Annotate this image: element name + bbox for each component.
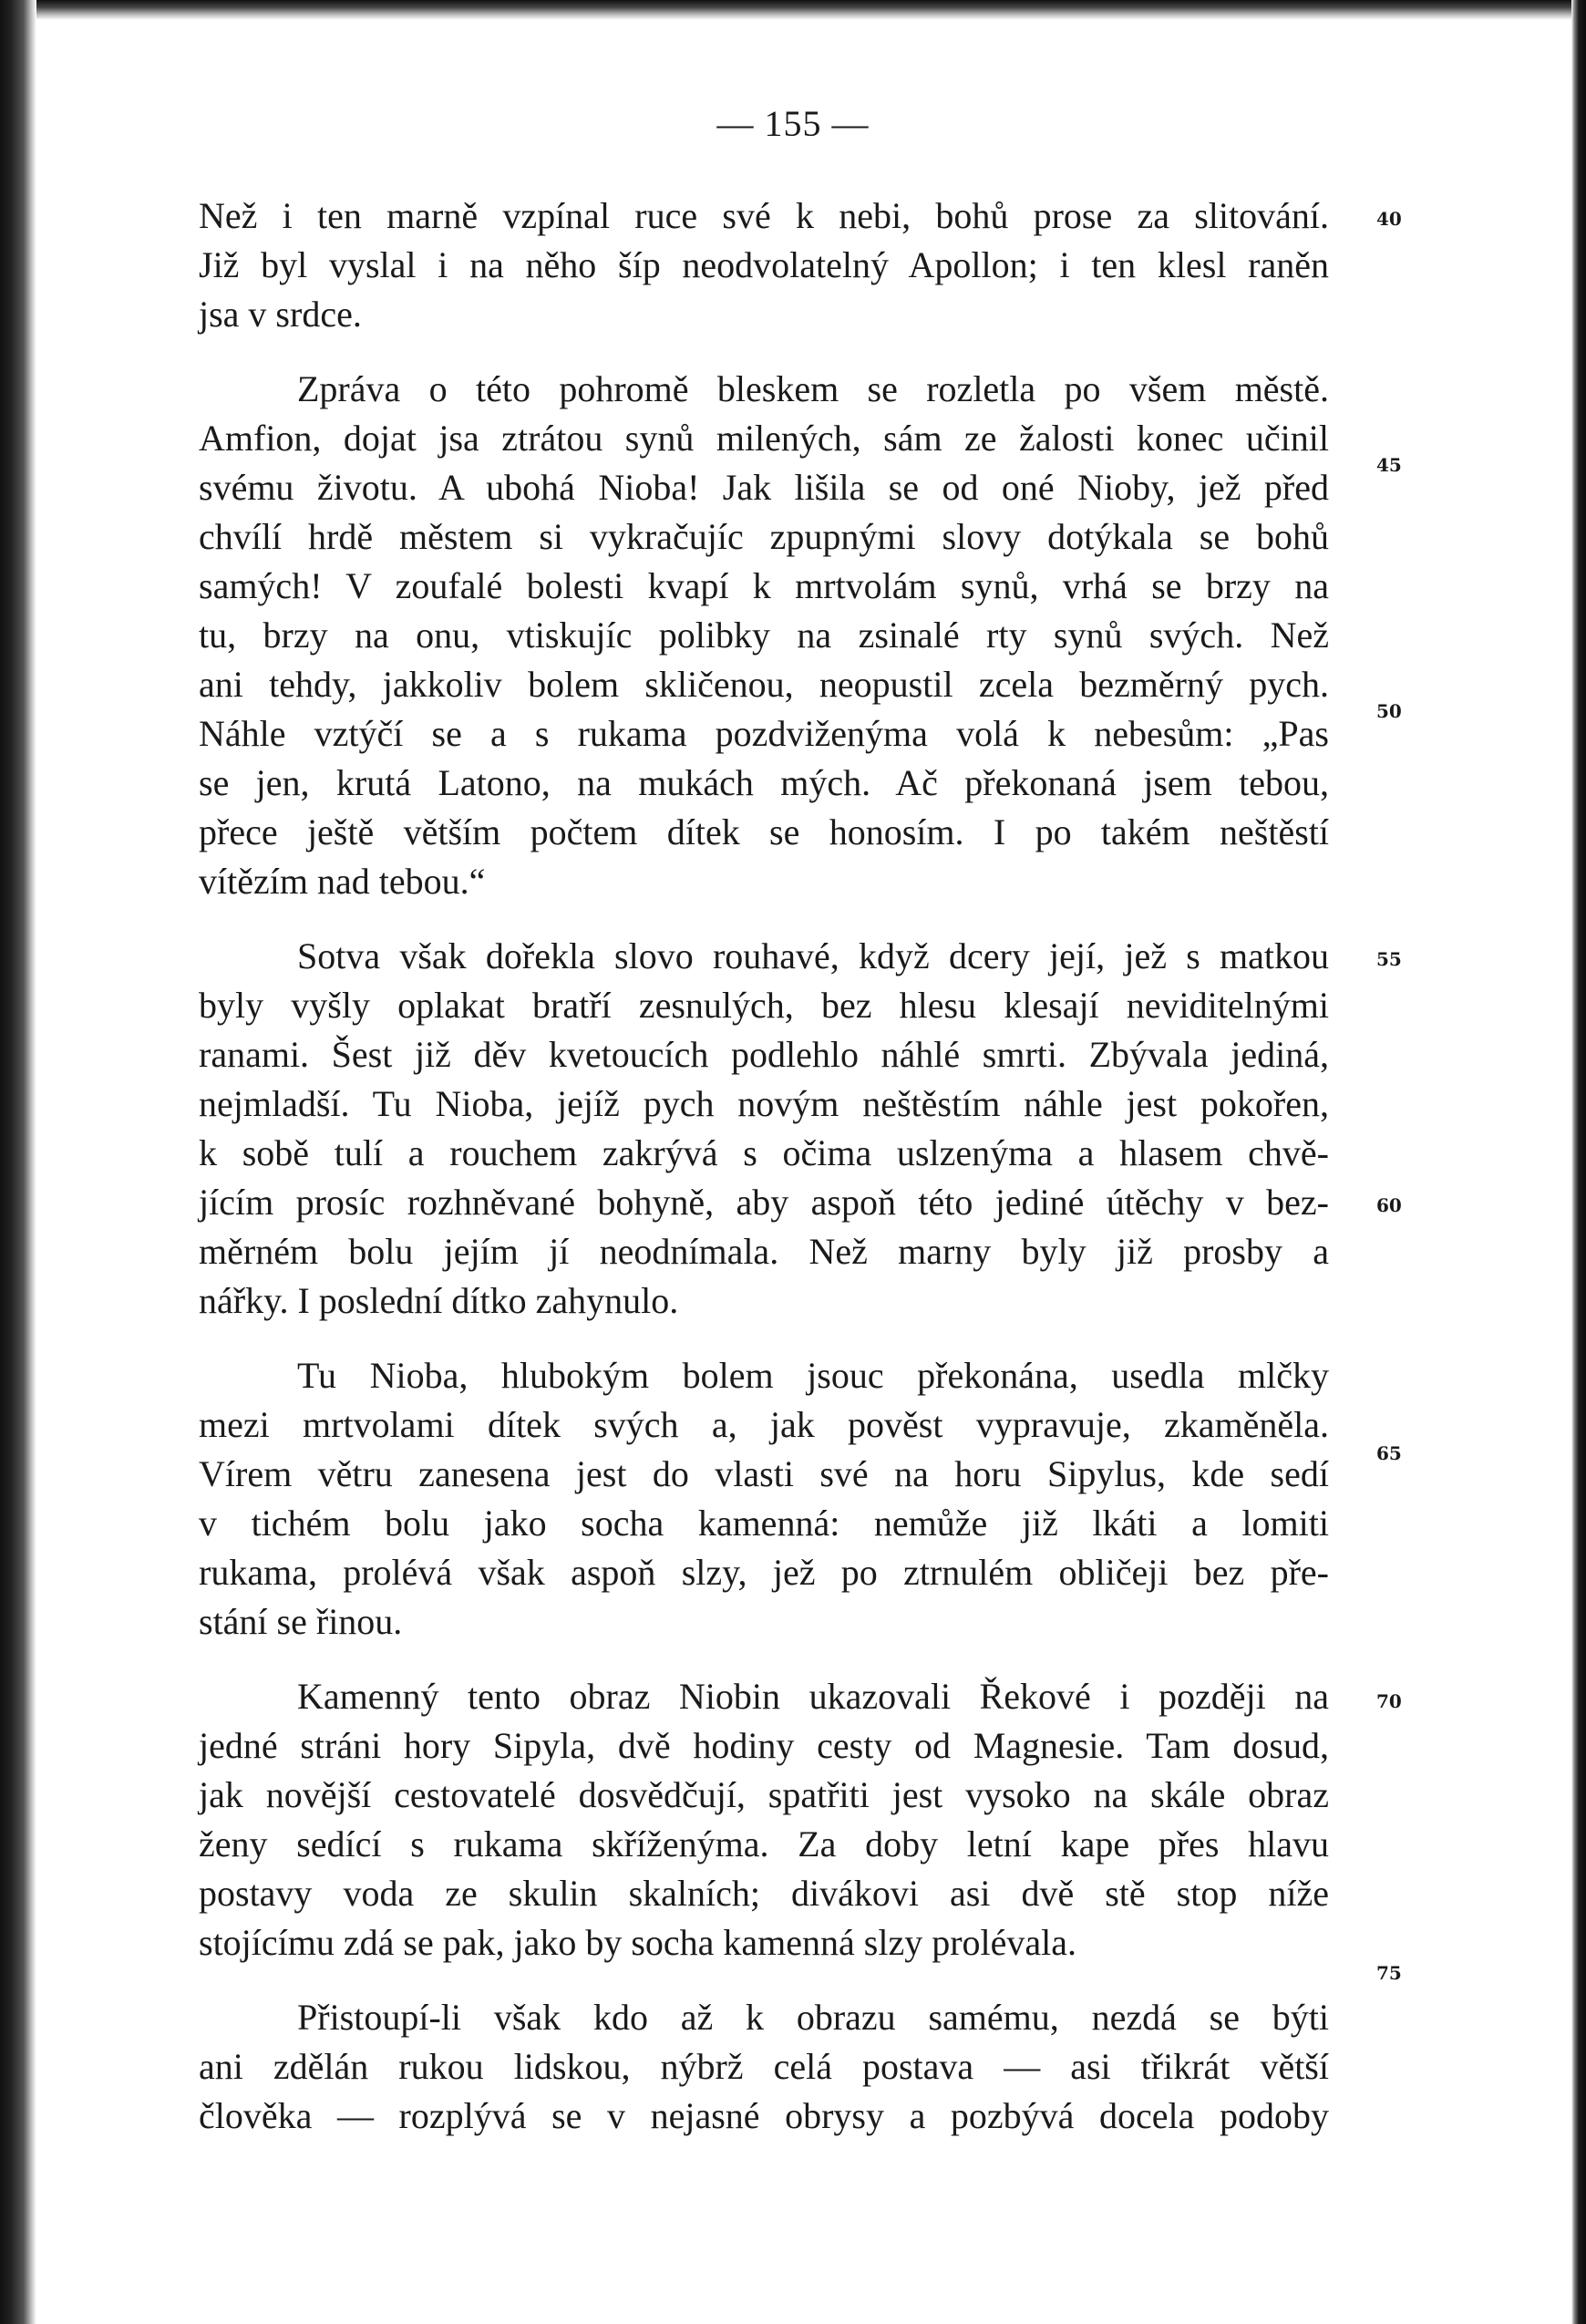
margin-line-number: 40 — [1376, 208, 1402, 230]
text-line: Sotva však dořekla slovo rouhavé, když dcery její, jež s matkou — [297, 935, 1329, 976]
scan-left-edge — [0, 0, 36, 2324]
margin-line-number: 45 — [1376, 454, 1402, 476]
margin-line-number: 70 — [1376, 1690, 1402, 1712]
text-line: postavy voda ze skulin skalních; divákovi asi dvě stě stop níže — [199, 1873, 1329, 1914]
text-line: Zpráva o této pohromě bleskem se rozletla po všem městě. — [297, 368, 1329, 409]
text-line: samých! V zoufalé bolesti kvapí k mrtvolám synů, vrhá se brzy na — [199, 565, 1329, 606]
text-line: k sobě tulí a rouchem zakrývá s očima uslzenýma a hlasem chvě- — [199, 1132, 1329, 1173]
text-line: Vírem větru zanesena jest do vlasti své na horu Sipylus, kde sedí — [199, 1453, 1329, 1494]
text-line: rukama, prolévá však aspoň slzy, jež po ztrnulém obličeji bez pře- — [199, 1552, 1329, 1593]
margin-line-number: 65 — [1376, 1442, 1402, 1464]
paragraph-3 — [199, 932, 1329, 1326]
text-line: nářky. I poslední dítko zahynulo. — [199, 1280, 679, 1321]
paragraph-2 — [199, 365, 1329, 906]
text-line: stání se řinou. — [199, 1601, 403, 1642]
text-line: Již byl vyslal i na něho šíp neodvolatelný Apollon; i ten klesl raněn — [199, 244, 1329, 285]
text-line: přece ještě větším počtem dítek se honosím. I po takém neštěstí — [199, 811, 1329, 852]
text-line: ranami. Šest již děv kvetoucích podlehlo náhlé smrti. Zbývala jediná, — [199, 1034, 1329, 1075]
text-line: Přistoupí-li však kdo až k obrazu samému, nezdá se býti — [297, 1997, 1329, 2038]
text-line: nejmladší. Tu Nioba, jejíž pych novým neštěstím náhle jest pokořen, — [199, 1083, 1329, 1124]
text-line: tu, brzy na onu, vtiskujíc polibky na zsinalé rty synů svých. Než — [199, 615, 1329, 656]
text-line: jak novější cestovatelé dosvědčují, spatřiti jest vysoko na skále obraz — [199, 1774, 1329, 1815]
scan-top-edge — [0, 0, 1586, 20]
text-line: jsa v srdce. — [199, 294, 362, 335]
text-line: Než i ten marně vzpínal ruce své k nebi, bohů prose za slitování. — [199, 195, 1329, 236]
text-line: Tu Nioba, hlubokým bolem jsouc překonána, usedla mlčky — [297, 1355, 1329, 1396]
paragraph-4 — [199, 1351, 1329, 1647]
paragraph-1 — [199, 191, 1329, 339]
margin-line-number: 50 — [1376, 700, 1402, 722]
text-line: byly vyšly oplakat bratří zesnulých, bez hlesu klesají neviditelnými — [199, 985, 1329, 1026]
text-line: ženy sedící s rukama skříženýma. Za doby letní kape přes hlavu — [199, 1823, 1329, 1864]
text-line: člověka — rozplývá se v nejasné obrysy a pozbývá docela podoby — [199, 2095, 1329, 2136]
margin-line-number: 55 — [1376, 948, 1402, 970]
text-line: chvílí hrdě městem si vykračujíc zpupnými slovy dotýkala se bohů — [199, 516, 1329, 557]
text-line: mezi mrtvolami dítek svých a, jak pověst vypravuje, zkaměněla. — [199, 1404, 1329, 1445]
text-line: v tichém bolu jako socha kamenná: nemůže již lkáti a lomiti — [199, 1503, 1329, 1544]
text-line: stojícímu zdá se pak, jako by socha kamenná slzy prolévala. — [199, 1922, 1077, 1963]
text-line: ani tehdy, jakkoliv bolem skličenou, neopustil zcela bezměrný pych. — [199, 664, 1329, 705]
text-line: vítězím nad tebou.“ — [199, 861, 486, 902]
text-line: Kamenný tento obraz Niobin ukazovali Řekové i později na — [297, 1676, 1329, 1717]
page-number: — 155 — — [716, 103, 870, 144]
paragraph-5 — [199, 1672, 1329, 1968]
paragraph-6 — [199, 1993, 1329, 2141]
margin-line-number: 60 — [1376, 1194, 1402, 1216]
text-line: měrném bolu jejím jí neodnímala. Než marny byly již prosby a — [199, 1231, 1329, 1272]
text-line: jícím prosíc rozhněvané bohyně, aby aspoň této jediné útěchy v bez- — [199, 1182, 1329, 1223]
text-line: ani zdělán rukou lidskou, nýbrž celá postava — asi třikrát větší — [199, 2046, 1329, 2087]
text-line: se jen, krutá Latono, na mukách mých. Ač překonaná jsem tebou, — [199, 762, 1329, 803]
text-line: svému životu. A ubohá Nioba! Jak lišila se od oné Nioby, jež před — [199, 467, 1329, 508]
scan-right-edge — [1571, 0, 1586, 2324]
text-line: jedné stráni hory Sipyla, dvě hodiny cesty od Magnesie. Tam dosud, — [199, 1725, 1329, 1766]
text-line: Náhle vztýčí se a s rukama pozdviženýma volá k nebesům: „Pas — [199, 713, 1329, 754]
body-text — [199, 191, 1329, 2141]
text-line: Amfion, dojat jsa ztrátou synů milených, sám ze žalosti konec učinil — [199, 418, 1329, 459]
margin-line-number: 75 — [1376, 1962, 1402, 1984]
